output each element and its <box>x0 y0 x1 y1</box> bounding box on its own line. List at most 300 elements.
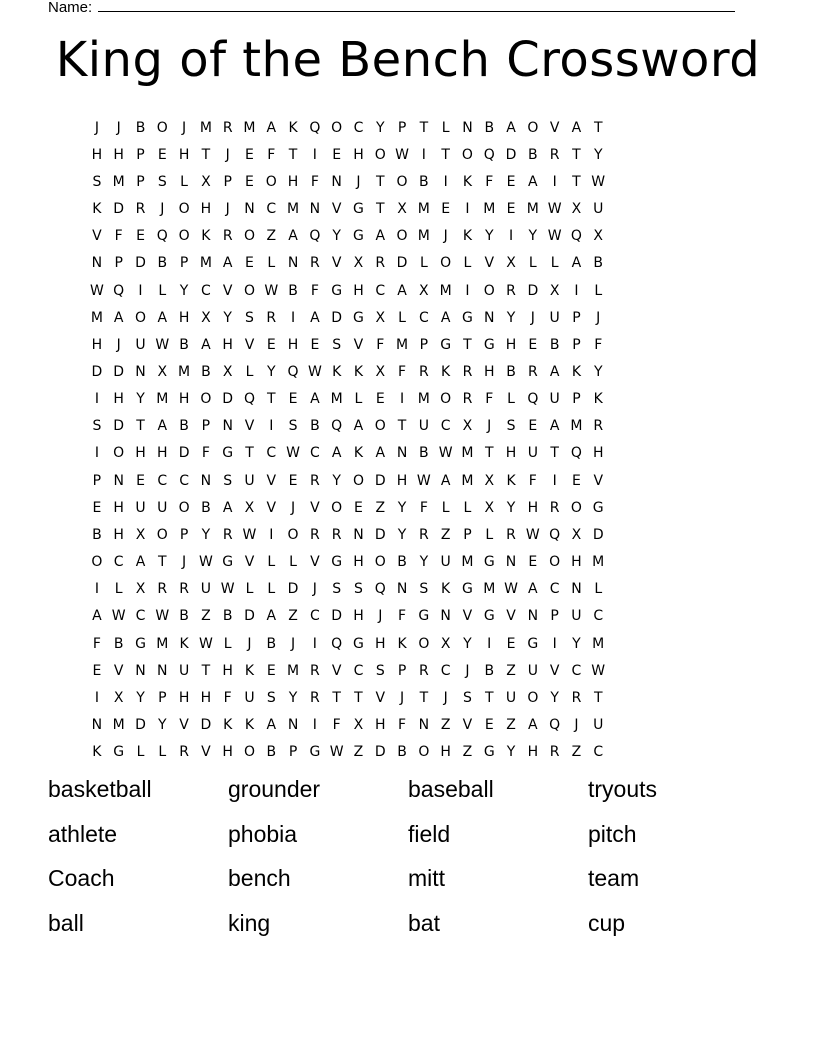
word-bank-item: baseball <box>408 776 494 802</box>
grid-row <box>86 141 609 168</box>
grid-cell: Q <box>549 526 561 543</box>
grid-cell: U <box>571 608 582 625</box>
grid-cell: L <box>267 255 276 272</box>
grid-cell: U <box>549 309 560 326</box>
grid-cell: V <box>266 472 277 489</box>
grid-cell: M <box>112 717 125 734</box>
grid-cell: W <box>264 282 279 299</box>
grid-cell: A <box>506 119 516 136</box>
grid-cell: W <box>307 363 322 380</box>
grid-cell: U <box>135 499 146 516</box>
grid-cell: U <box>178 662 190 679</box>
grid-cell: E <box>528 418 538 435</box>
grid-cell: O <box>570 499 582 516</box>
grid-cell: H <box>396 472 408 489</box>
grid-cell: G <box>462 309 473 326</box>
grid-cell: X <box>397 201 407 218</box>
page-title: King of the Bench Crossword <box>55 32 761 88</box>
grid-cell: W <box>286 445 300 462</box>
grid-cell: N <box>353 526 364 543</box>
grid-cell: P <box>572 336 581 353</box>
grid-cell: Q <box>287 363 299 380</box>
grid-cell: E <box>375 391 385 408</box>
grid-cell: E <box>572 472 581 489</box>
grid-cell: I <box>269 418 274 435</box>
grid-cell: G <box>483 608 495 625</box>
grid-cell: U <box>527 662 538 679</box>
grid-cell: G <box>135 635 146 652</box>
grid-cell: I <box>291 309 296 326</box>
grid-cell: U <box>440 554 451 571</box>
grid-cell: A <box>310 391 320 408</box>
grid-cell: U <box>200 581 211 598</box>
grid-cell: H <box>374 717 386 734</box>
grid-cell: F <box>92 635 101 652</box>
grid-cell: C <box>266 201 277 218</box>
grid-cell: U <box>593 201 604 218</box>
grid-cell: H <box>113 146 124 163</box>
grid-cell: O <box>243 744 255 761</box>
grid-cell: G <box>331 282 343 299</box>
grid-cell: H <box>353 554 364 571</box>
grid-cell: D <box>178 445 190 462</box>
grid-cell: Z <box>353 744 364 761</box>
grid-cell: T <box>245 445 254 462</box>
grid-cell: V <box>506 608 516 625</box>
grid-cell: K <box>397 635 407 652</box>
grid-cell: S <box>375 662 385 679</box>
grid-cell: U <box>549 391 560 408</box>
grid-cell: K <box>244 662 255 679</box>
grid-cell: W <box>438 445 453 462</box>
grid-cell: A <box>528 717 538 734</box>
grid-cell: M <box>199 255 212 272</box>
grid-cell: H <box>157 445 168 462</box>
grid-cell: P <box>572 391 581 408</box>
grid-cell: X <box>375 309 386 326</box>
grid-cell: S <box>463 689 472 706</box>
grid-cell: J <box>530 309 535 326</box>
grid-cell: D <box>135 717 146 734</box>
grid-cell: M <box>592 635 605 652</box>
grid-cell: X <box>593 228 604 245</box>
grid-cell: E <box>266 336 276 353</box>
grid-cell: E <box>528 554 538 571</box>
grid-cell: B <box>528 146 538 163</box>
grid-cell: K <box>92 201 102 218</box>
grid-cell: T <box>158 554 167 571</box>
grid-cell: I <box>138 282 143 299</box>
grid-cell: Y <box>332 228 341 245</box>
grid-cell: E <box>245 146 254 163</box>
grid-cell: N <box>571 581 582 598</box>
grid-cell: S <box>245 309 254 326</box>
grid-cell: M <box>199 119 212 136</box>
grid-cell: E <box>245 255 254 272</box>
grid-cell: F <box>201 445 210 462</box>
grid-cell: M <box>526 201 539 218</box>
grid-cell: O <box>331 119 343 136</box>
name-field <box>48 0 735 16</box>
grid-cell: N <box>91 717 103 734</box>
grid-row <box>86 467 609 494</box>
grid-cell: Q <box>549 717 561 734</box>
grid-cell: D <box>331 608 343 625</box>
grid-cell: Y <box>136 391 145 408</box>
grid-cell: N <box>157 662 168 679</box>
grid-cell: G <box>222 554 234 571</box>
grid-cell: K <box>179 635 189 652</box>
grid-cell: Q <box>113 282 125 299</box>
grid-cell: R <box>222 526 233 543</box>
grid-cell: O <box>134 309 146 326</box>
grid-cell: T <box>550 445 559 462</box>
word-bank-item: mitt <box>408 865 446 891</box>
grid-cell: E <box>92 499 102 516</box>
grid-cell: W <box>395 146 409 163</box>
grid-cell: O <box>178 201 190 218</box>
grid-cell: D <box>113 201 125 218</box>
grid-cell: X <box>484 472 495 489</box>
grid-cell: C <box>593 744 604 761</box>
grid-cell: R <box>222 228 233 245</box>
grid-cell: X <box>440 635 451 652</box>
grid-cell: C <box>113 554 124 571</box>
grid-cell: M <box>570 418 583 435</box>
grid-cell: T <box>463 336 472 353</box>
grid-cell: W <box>416 472 431 489</box>
grid-cell: F <box>114 228 123 245</box>
grid-cell: E <box>528 336 538 353</box>
grid-cell: G <box>222 445 234 462</box>
grid-cell: F <box>419 499 428 516</box>
grid-cell: T <box>375 201 385 218</box>
grid-cell: B <box>310 418 320 435</box>
grid-cell: F <box>310 282 319 299</box>
grid-cell: J <box>182 119 187 136</box>
grid-cell: T <box>375 173 385 190</box>
grid-cell: B <box>419 173 429 190</box>
grid-cell: V <box>549 662 560 679</box>
grid-cell: Y <box>375 119 385 136</box>
grid-cell: G <box>309 744 321 761</box>
grid-cell: N <box>244 201 255 218</box>
grid-cell: Y <box>593 363 603 380</box>
grid-row <box>86 440 609 467</box>
grid-cell: J <box>443 228 448 245</box>
grid-cell: Q <box>156 228 168 245</box>
grid-cell: W <box>525 526 540 543</box>
grid-cell: E <box>288 391 298 408</box>
grid-cell: V <box>484 255 495 272</box>
grid-cell: D <box>113 363 125 380</box>
grid-cell: A <box>397 282 407 299</box>
grid-cell: H <box>178 391 190 408</box>
grid-cell: B <box>266 635 277 652</box>
grid-cell: B <box>419 445 429 462</box>
grid-cell: C <box>309 445 320 462</box>
grid-cell: K <box>462 173 473 190</box>
grid-cell: E <box>136 228 145 245</box>
grid-row <box>86 494 609 521</box>
word-bank-item: athlete <box>48 820 118 847</box>
grid-cell: Z <box>571 744 582 761</box>
grid-cell: O <box>418 635 430 652</box>
grid-cell: Y <box>136 689 145 706</box>
grid-cell: V <box>593 472 604 489</box>
grid-cell: I <box>312 635 317 652</box>
grid-cell: P <box>114 255 123 272</box>
grid-cell: A <box>375 228 386 245</box>
grid-cell: N <box>309 201 321 218</box>
grid-cell: I <box>465 201 470 218</box>
grid-row <box>86 223 609 250</box>
grid-cell: B <box>201 363 211 380</box>
grid-cell: F <box>267 146 276 163</box>
grid-cell: L <box>485 526 494 543</box>
grid-cell: Y <box>201 526 211 543</box>
grid-cell: M <box>396 336 409 353</box>
grid-cell: T <box>572 173 581 190</box>
grid-cell: J <box>182 554 187 571</box>
grid-cell: R <box>310 689 320 706</box>
grid-cell: S <box>506 418 516 435</box>
grid-cell: B <box>506 363 516 380</box>
grid-cell: R <box>549 146 560 163</box>
grid-cell: D <box>244 608 255 625</box>
grid-cell: S <box>332 581 342 598</box>
grid-cell: A <box>549 363 560 380</box>
grid-cell: M <box>417 391 430 408</box>
grid-cell: P <box>158 689 167 706</box>
grid-cell: K <box>201 228 211 245</box>
word-bank-item: tryouts <box>588 776 658 802</box>
grid-cell: F <box>310 173 319 190</box>
grid-cell: N <box>331 173 342 190</box>
grid-cell: C <box>440 662 451 679</box>
grid-cell: W <box>547 228 562 245</box>
grid-cell: P <box>397 119 407 136</box>
grid-row <box>86 250 609 277</box>
grid-row <box>86 331 609 358</box>
grid-cell: A <box>375 445 386 462</box>
grid-cell: Q <box>309 228 321 245</box>
grid-cell: L <box>550 255 559 272</box>
grid-cell: Q <box>243 391 255 408</box>
grid-cell: H <box>353 282 364 299</box>
grid-cell: A <box>222 499 233 516</box>
word-bank-item: bench <box>228 865 291 891</box>
grid-cell: Y <box>550 689 559 706</box>
grid-cell: I <box>421 146 426 163</box>
grid-cell: R <box>222 119 233 136</box>
grid-cell: Y <box>463 635 472 652</box>
grid-cell: B <box>549 336 560 353</box>
grid-cell: H <box>287 336 299 353</box>
grid-cell: N <box>91 255 103 272</box>
grid-cell: O <box>483 282 495 299</box>
grid-cell: E <box>506 635 516 652</box>
grid-cell: F <box>398 717 407 734</box>
grid-cell: M <box>439 282 452 299</box>
grid-cell: A <box>571 255 582 272</box>
grid-cell: A <box>331 445 342 462</box>
grid-cell: T <box>136 418 145 435</box>
grid-cell: L <box>441 499 450 516</box>
grid-cell: B <box>593 255 604 272</box>
grid-cell: P <box>92 472 102 489</box>
grid-cell: X <box>571 526 582 543</box>
grid-cell: A <box>135 554 146 571</box>
grid-cell: L <box>114 581 123 598</box>
grid-cell: T <box>572 146 581 163</box>
grid-cell: A <box>571 119 582 136</box>
word-bank-item: pitch <box>588 820 637 847</box>
grid-cell: W <box>155 608 170 625</box>
grid-cell: L <box>245 581 254 598</box>
grid-cell: H <box>135 445 146 462</box>
word-bank-item: ball <box>48 909 84 936</box>
grid-cell: T <box>201 146 211 163</box>
grid-cell: C <box>353 662 364 679</box>
grid-row <box>86 739 609 766</box>
grid-cell: O <box>265 173 277 190</box>
grid-cell: X <box>462 418 473 435</box>
grid-cell: C <box>266 445 277 462</box>
grid-row <box>86 168 609 195</box>
grid-cell: J <box>160 201 165 218</box>
grid-cell: Y <box>484 228 494 245</box>
grid-cell: B <box>179 336 189 353</box>
grid-cell: N <box>135 662 146 679</box>
grid-cell: V <box>331 255 342 272</box>
grid-cell: E <box>266 662 276 679</box>
grid-cell: J <box>465 662 470 679</box>
grid-cell: K <box>353 363 364 380</box>
grid-cell: I <box>269 526 274 543</box>
grid-cell: R <box>310 472 320 489</box>
grid-cell: R <box>310 255 320 272</box>
grid-cell: T <box>441 146 450 163</box>
grid-cell: H <box>353 146 364 163</box>
grid-cell: T <box>484 445 494 462</box>
grid-cell: G <box>483 744 495 761</box>
grid-cell: O <box>440 391 452 408</box>
grid-cell: W <box>111 608 126 625</box>
grid-row <box>86 521 609 548</box>
grid-cell: P <box>397 662 407 679</box>
grid-cell: D <box>527 282 539 299</box>
grid-cell: V <box>462 717 473 734</box>
word-bank-item: basketball <box>48 776 152 802</box>
grid-cell: K <box>92 744 102 761</box>
grid-cell: W <box>89 282 104 299</box>
grid-cell: K <box>462 228 473 245</box>
grid-cell: A <box>353 418 364 435</box>
grid-row <box>86 304 609 331</box>
grid-cell: V <box>201 744 211 761</box>
name-label: Name: <box>48 0 93 16</box>
grid-cell: H <box>505 336 517 353</box>
word-bank-row <box>48 822 808 867</box>
grid-cell: A <box>288 228 298 245</box>
word-bank <box>48 777 808 955</box>
grid-cell: R <box>462 363 473 380</box>
grid-cell: J <box>356 173 361 190</box>
grid-cell: Y <box>593 146 603 163</box>
grid-cell: F <box>485 391 494 408</box>
grid-cell: H <box>287 173 299 190</box>
grid-cell: W <box>591 662 606 679</box>
grid-cell: A <box>440 472 451 489</box>
grid-cell: L <box>507 391 515 408</box>
grid-cell: Z <box>462 744 473 761</box>
grid-cell: K <box>244 717 255 734</box>
grid-cell: U <box>135 336 146 353</box>
grid-cell: O <box>374 418 386 435</box>
grid-cell: V <box>331 201 342 218</box>
grid-cell: I <box>552 472 557 489</box>
grid-cell: B <box>266 744 277 761</box>
grid-cell: U <box>527 445 538 462</box>
grid-cell: P <box>288 744 298 761</box>
grid-cell: C <box>200 282 211 299</box>
grid-cell: E <box>288 472 298 489</box>
grid-cell: O <box>156 526 168 543</box>
grid-cell: N <box>287 717 299 734</box>
grid-cell: E <box>136 472 145 489</box>
grid-cell: S <box>157 173 167 190</box>
grid-cell: Y <box>179 282 189 299</box>
grid-cell: O <box>178 499 190 516</box>
grid-cell: M <box>330 391 343 408</box>
grid-cell: G <box>353 635 364 652</box>
grid-cell: G <box>483 554 495 571</box>
grid-cell: J <box>399 689 405 706</box>
grid-cell: Z <box>201 608 211 625</box>
grid-cell: A <box>310 309 320 326</box>
grid-cell: E <box>506 173 516 190</box>
grid-cell: V <box>244 336 255 353</box>
grid-cell: H <box>527 744 539 761</box>
grid-cell: J <box>225 201 230 218</box>
grid-cell: G <box>440 336 452 353</box>
grid-cell: Y <box>506 744 516 761</box>
grid-cell: H <box>222 744 233 761</box>
word-bank-item: king <box>228 909 271 936</box>
grid-cell: T <box>266 391 276 408</box>
grid-cell: S <box>354 581 363 598</box>
grid-cell: W <box>198 635 213 652</box>
grid-cell: C <box>440 418 451 435</box>
grid-cell: O <box>527 689 539 706</box>
grid-cell: G <box>353 228 364 245</box>
grid-cell: O <box>113 445 125 462</box>
grid-cell: D <box>331 309 343 326</box>
grid-row <box>86 358 609 385</box>
grid-cell: C <box>593 608 604 625</box>
grid-cell: A <box>157 418 168 435</box>
grid-cell: B <box>484 662 495 679</box>
grid-cell: B <box>179 608 189 625</box>
grid-cell: Y <box>506 499 516 516</box>
grid-cell: A <box>549 418 560 435</box>
grid-cell: V <box>92 228 102 245</box>
grid-cell: P <box>419 336 429 353</box>
grid-cell: J <box>247 635 252 652</box>
grid-cell: Y <box>528 228 538 245</box>
grid-cell: S <box>288 418 298 435</box>
